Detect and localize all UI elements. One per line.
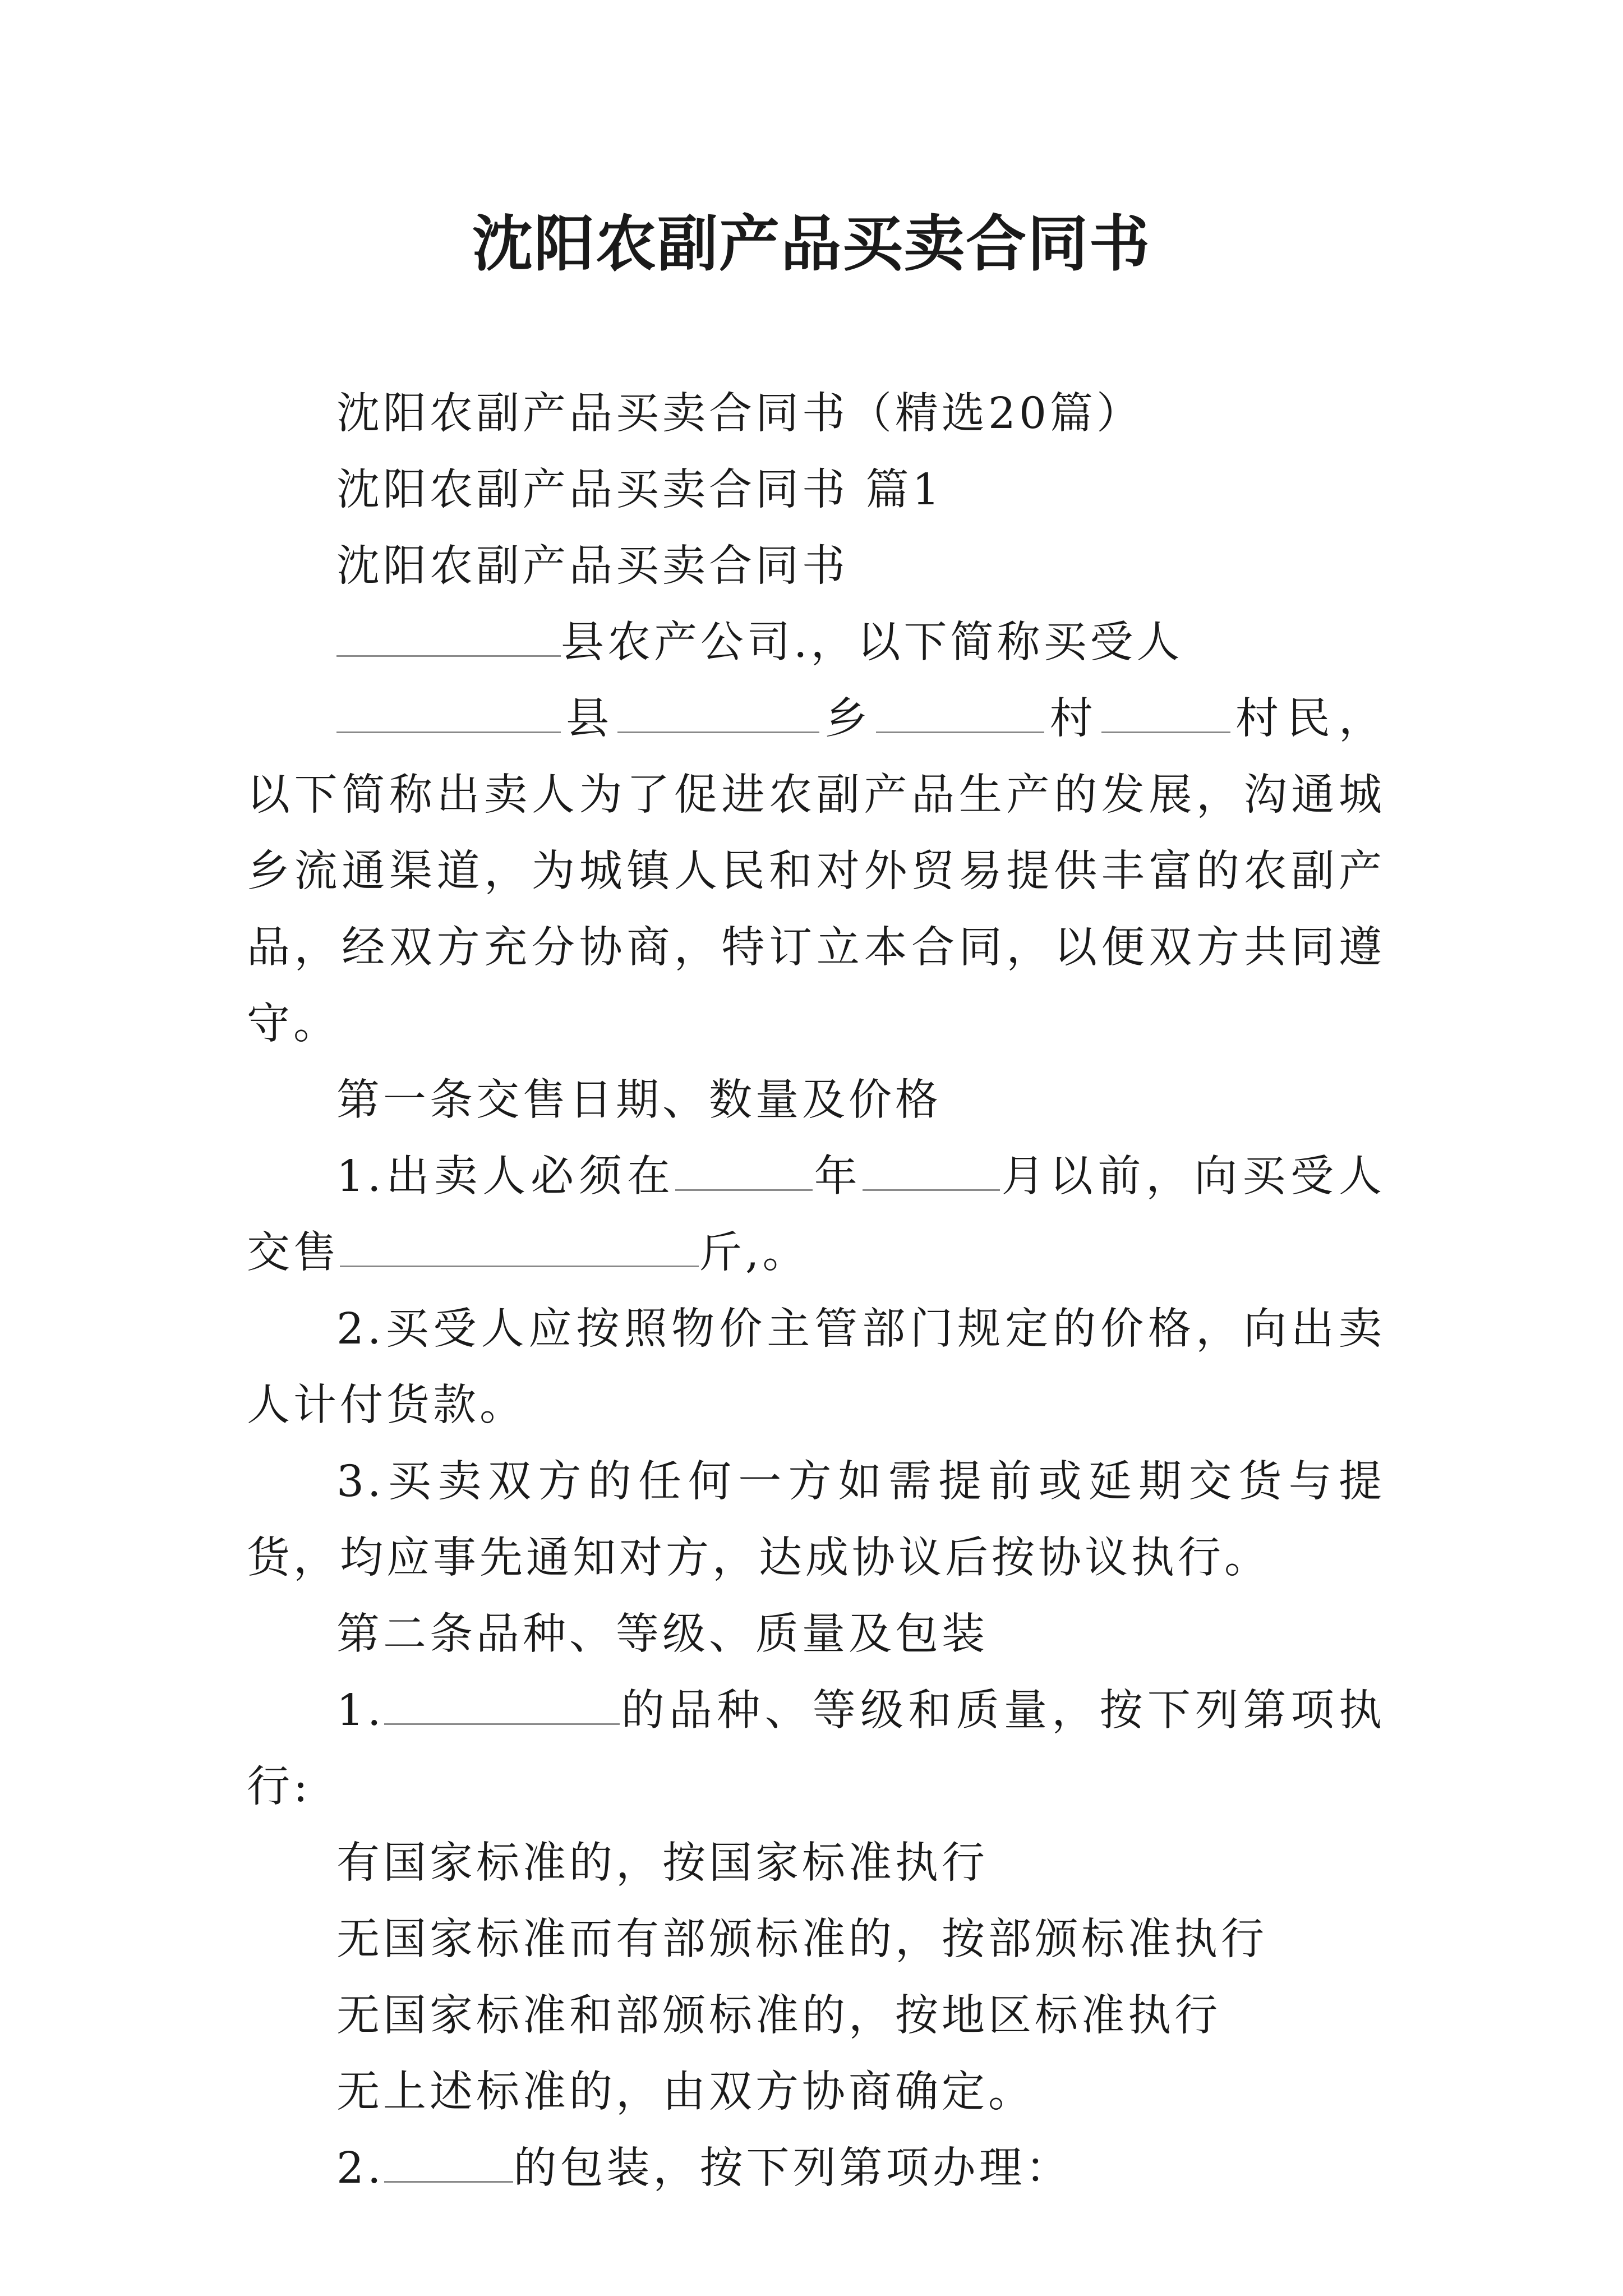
blank-delivery-quantity[interactable] <box>340 1225 699 1267</box>
standard-option-d: 无上述标准的，由双方协商确定。 <box>336 2067 1035 2117</box>
blank-seller-township[interactable] <box>617 691 819 733</box>
blank-seller-county[interactable] <box>336 691 561 733</box>
standard-option-a: 有国家标准的，按国家标准执行 <box>336 1838 988 1888</box>
village-label: 村 <box>1044 694 1101 744</box>
paragraph-contract-name: 沈阳农副产品买卖合同书 <box>336 541 849 591</box>
item-1-text-a: 1.出卖人必须在 <box>336 1152 675 1202</box>
paragraph-collection-title: 沈阳农副产品买卖合同书（精选20篇） <box>336 389 1143 439</box>
blank-seller-village[interactable] <box>876 691 1044 733</box>
standard-option-b: 无国家标准而有部颁标准的，按部颁标准执行 <box>336 1915 1267 1964</box>
document-body <box>247 376 1385 2207</box>
standard-option-c: 无国家标准和部颁标准的，按地区标准执行 <box>336 1991 1221 2041</box>
article-2-heading: 第二条品种、等级、质量及包装 <box>336 1609 988 1659</box>
blank-seller-name[interactable] <box>1101 691 1230 733</box>
township-label: 乡 <box>819 694 877 744</box>
article-2-item-2 <box>247 2131 1385 2207</box>
paragraph-buyer <box>247 605 1385 681</box>
article-1-item-2: 2.买受人应按照物价主管部门规定的价格，向出卖人计付货款。 <box>247 1304 1385 1430</box>
paragraph-seller <box>247 681 1385 1062</box>
item-2-1-prefix: 1. <box>336 1686 385 1736</box>
article-1-item-1 <box>247 1139 1385 1291</box>
blank-packaging-product[interactable] <box>384 2140 513 2183</box>
year-label: 年 <box>812 1152 863 1202</box>
item-2-2-prefix: 2. <box>336 2143 385 2193</box>
item-2-2-text: 的包装，按下列第项办理： <box>513 2143 1072 2193</box>
blank-buyer-county[interactable] <box>336 614 561 657</box>
item-1-text-b: 月以前，向买受人交售 <box>247 1152 1386 1278</box>
article-1-heading: 第一条交售日期、数量及价格 <box>336 1075 942 1125</box>
county-label: 县 <box>561 694 618 744</box>
article-2-item-1 <box>247 1673 1385 1825</box>
seller-text: 村民，以下简称出卖人为了促进农副产品生产的发展，沟通城乡流通渠道，为城镇人民和对外贸易提供丰富的农副产品，经双方充分协商，特订立本合同，以便双方共同遵守。 <box>247 694 1386 1049</box>
document-title: 沈阳农副产品买卖合同书 <box>472 209 1151 279</box>
blank-delivery-month[interactable] <box>863 1148 1000 1191</box>
blank-delivery-year[interactable] <box>675 1148 813 1191</box>
buyer-text: 县农产公司.，以下简称买受人 <box>561 618 1183 668</box>
item-1-text-c: 斤,。 <box>699 1228 809 1278</box>
blank-product-name[interactable] <box>384 1682 620 1725</box>
article-1-item-3: 3.买卖双方的任何一方如需提前或延期交货与提货，均应事先通知对方，达成协议后按协议执行。 <box>247 1457 1385 1583</box>
item-2-1-text: 的品种、等级和质量，按下列第项执行: <box>247 1686 1385 1812</box>
paragraph-chapter-title: 沈阳农副产品买卖合同书 篇1 <box>336 465 943 515</box>
